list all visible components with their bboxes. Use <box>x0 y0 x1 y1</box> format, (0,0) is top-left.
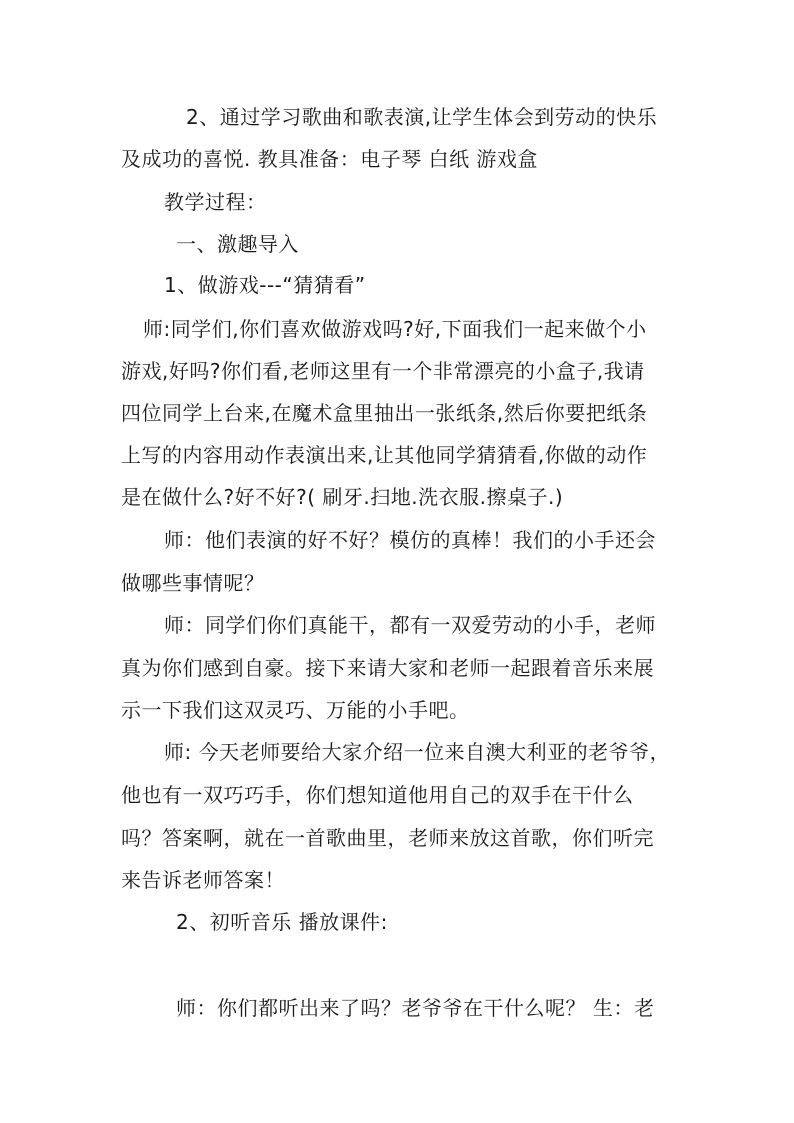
text-line: 及成功的喜悦. 教具准备：电子琴 白纸 游戏盒 <box>121 147 538 171</box>
text-line: 是在做什么?好不好?( 刷牙.扫地.洗衣服.擦桌子.) <box>121 485 564 509</box>
text-line: 真为你们感到自豪。接下来请大家和老师一起跟着音乐来展 <box>121 656 654 680</box>
text-line: 2、初听音乐 播放课件: <box>176 910 388 934</box>
text-line: 教学过程： <box>164 190 267 214</box>
text-line: 来告诉老师答案！ <box>121 868 285 892</box>
text-line: 1、做游戏---“猜猜看” <box>164 273 366 297</box>
text-line: 游戏,好吗?你们看,老师这里有一个非常漂亮的小盒子,我请 <box>121 359 645 383</box>
text-line: 示一下我们这双灵巧、万能的小手吧。 <box>121 698 470 722</box>
text-line: 2、通过学习歌曲和歌表演,让学生体会到劳动的快乐 <box>186 105 658 129</box>
text-line: 吗？答案啊，就在一首歌曲里，老师来放这首歌，你们听完 <box>121 826 654 850</box>
text-line: 他也有一双巧巧手，你们想知道他用自己的双手在干什么 <box>121 783 634 807</box>
text-line: 师:同学们,你们喜欢做游戏吗?好,下面我们一起来做个小 <box>143 317 647 341</box>
text-line: 师：同学们你们真能干，都有一双爱劳动的小手，老师 <box>164 613 656 637</box>
text-line: 四位同学上台来,在魔术盒里抽出一张纸条,然后你要把纸条 <box>121 401 648 425</box>
text-line: 做哪些事情呢？ <box>121 571 265 595</box>
text-line: 师：他们表演的好不好？模仿的真棒！我们的小手还会 <box>164 528 656 552</box>
text-line: 师：你们都听出来了吗？老爷爷在干什么呢？ 生：老 <box>176 996 655 1020</box>
text-line: 上写的内容用动作表演出来,让其他同学猜猜看,你做的动作 <box>121 443 648 467</box>
text-line: 师: 今天老师要给大家介绍一位来自澳大利亚的老爷爷， <box>164 740 671 764</box>
text-line: 一、激趣导入 <box>176 232 299 256</box>
